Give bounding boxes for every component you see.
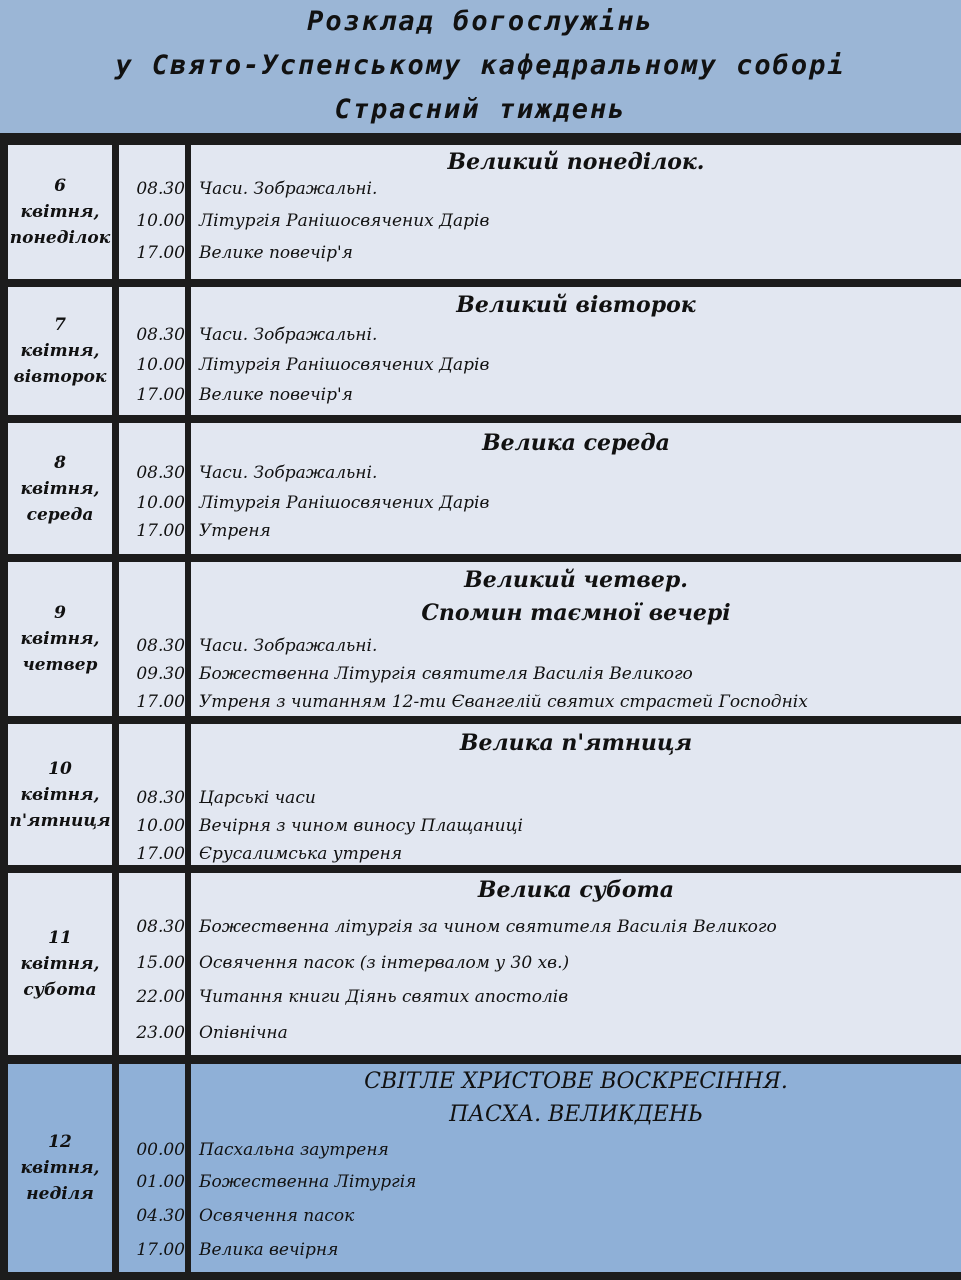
day-block <box>8 145 961 279</box>
service-name: Освячення пасок (з інтервалом у 30 хв.) <box>199 953 570 973</box>
service-name: Літургія Ранішосвячених Дарів <box>199 211 490 231</box>
service-name: Часи. Зображальні. <box>199 463 378 483</box>
date-cell <box>8 145 112 279</box>
service-time: 09.30 <box>136 664 185 684</box>
service-cell <box>191 1064 961 1272</box>
service-name: Божественна Літургія святителя Василія Великого <box>199 664 693 684</box>
date-month: квітня, <box>20 1158 100 1178</box>
service-name: Вечірня з чином виносу Плащаниці <box>199 816 523 836</box>
date-day-number: 12 <box>48 1132 72 1152</box>
service-name: Опівнічна <box>199 1023 288 1043</box>
service-name: Часи. Зображальні. <box>199 636 378 656</box>
date-weekday: неділя <box>26 1184 94 1204</box>
service-name: Царські часи <box>199 788 316 808</box>
service-time: 17.00 <box>136 521 185 541</box>
day-title: ПАСХА. ВЕЛИКДЕНЬ <box>449 1102 703 1127</box>
service-time: 17.00 <box>136 385 185 405</box>
time-cell <box>119 1064 185 1272</box>
day-title: Великий четвер. <box>464 567 688 593</box>
service-time: 23.00 <box>136 1023 185 1043</box>
service-time: 17.00 <box>136 692 185 712</box>
date-weekday: п'ятниця <box>9 810 111 831</box>
header-title: Розклад богослужінь <box>307 6 654 37</box>
date-cell <box>8 562 112 716</box>
date-day-number: 6 <box>54 176 66 196</box>
service-time: 08.30 <box>136 636 185 656</box>
service-time: 10.00 <box>136 493 185 513</box>
date-month: квітня, <box>20 629 100 649</box>
date-cell <box>8 423 112 554</box>
service-cell <box>191 423 961 554</box>
service-time: 22.00 <box>136 987 185 1007</box>
service-name: Божественна літургія за чином святителя Василія Великого <box>199 917 777 937</box>
service-time: 08.30 <box>136 917 185 937</box>
service-time: 00.00 <box>136 1140 185 1160</box>
date-month: квітня, <box>20 202 100 222</box>
date-day-number: 7 <box>54 315 66 335</box>
date-weekday: середа <box>26 504 94 525</box>
service-time: 04.30 <box>136 1206 185 1226</box>
time-cell <box>119 145 185 279</box>
date-day-number: 8 <box>54 452 66 473</box>
service-time: 10.00 <box>136 816 185 836</box>
service-name: Утреня з читанням 12-ти Євангелій святих страстей Господніх <box>199 692 808 712</box>
date-day-number: 9 <box>54 603 66 623</box>
date-cell <box>8 724 112 865</box>
date-day-number: 11 <box>48 928 72 948</box>
service-time: 17.00 <box>136 844 185 864</box>
day-block <box>8 724 961 865</box>
date-cell <box>8 287 112 415</box>
service-time: 08.30 <box>136 325 185 345</box>
day-title: Великий вівторок <box>456 292 696 318</box>
service-time: 08.30 <box>136 179 185 199</box>
service-name: Літургія Ранішосвячених Дарів <box>199 355 490 375</box>
service-cell <box>191 562 961 716</box>
date-month: квітня, <box>20 784 100 805</box>
service-name: Пасхальна заутреня <box>199 1140 389 1160</box>
date-month: квітня, <box>20 478 100 499</box>
date-month: квітня, <box>20 341 100 361</box>
service-name: Божественна Літургія <box>199 1172 417 1192</box>
service-cell <box>191 145 961 279</box>
service-name: Часи. Зображальні. <box>199 325 378 345</box>
header-cathedral: у Свято-Успенському кафедральному соборі <box>115 50 846 81</box>
day-block <box>8 1064 961 1272</box>
service-name: Літургія Ранішосвячених Дарів <box>199 493 490 513</box>
day-block <box>8 873 961 1055</box>
service-time: 10.00 <box>136 355 185 375</box>
day-block <box>8 287 961 415</box>
time-cell <box>119 724 185 865</box>
day-title: СВІТЛЕ ХРИСТОВЕ ВОСКРЕСІННЯ. <box>364 1069 788 1094</box>
service-cell <box>191 287 961 415</box>
service-name: Читання книги Діянь святих апостолів <box>199 987 569 1007</box>
day-title: Великий понеділок. <box>447 149 705 175</box>
service-time: 01.00 <box>136 1172 185 1192</box>
service-time: 17.00 <box>136 1240 185 1260</box>
service-time: 08.30 <box>136 788 185 808</box>
time-cell <box>119 423 185 554</box>
time-cell <box>119 873 185 1055</box>
time-cell <box>119 287 185 415</box>
service-name: Освячення пасок <box>199 1206 355 1226</box>
service-cell <box>191 873 961 1055</box>
date-month: квітня, <box>20 954 100 974</box>
service-time: 17.00 <box>136 243 185 263</box>
date-day-number: 10 <box>48 758 72 779</box>
day-title: Велика п'ятниця <box>459 730 693 756</box>
service-name: Утреня <box>199 521 271 541</box>
day-block <box>8 562 961 716</box>
day-block <box>8 423 961 554</box>
service-time: 15.00 <box>136 953 185 973</box>
date-weekday: вівторок <box>13 367 107 387</box>
service-name: Велике повечір'я <box>199 385 353 405</box>
service-cell <box>191 724 961 865</box>
schedule-header <box>0 0 961 133</box>
date-weekday: четвер <box>22 655 98 675</box>
date-cell <box>8 1064 112 1272</box>
service-name: Часи. Зображальні. <box>199 179 378 199</box>
service-time: 10.00 <box>136 211 185 231</box>
time-cell <box>119 562 185 716</box>
service-name: Єрусалимська утреня <box>199 844 403 864</box>
date-weekday: понеділок <box>9 228 111 248</box>
header-week: Страсний тиждень <box>334 94 627 125</box>
day-title: Велика середа <box>482 430 670 456</box>
service-time: 08.30 <box>136 463 185 483</box>
date-cell <box>8 873 112 1055</box>
date-weekday: субота <box>23 980 97 1000</box>
day-title: Спомин таємної вечері <box>421 600 731 626</box>
service-name: Велика вечірня <box>199 1240 339 1260</box>
day-title: Велика субота <box>477 877 675 903</box>
service-name: Велике повечір'я <box>199 243 353 263</box>
